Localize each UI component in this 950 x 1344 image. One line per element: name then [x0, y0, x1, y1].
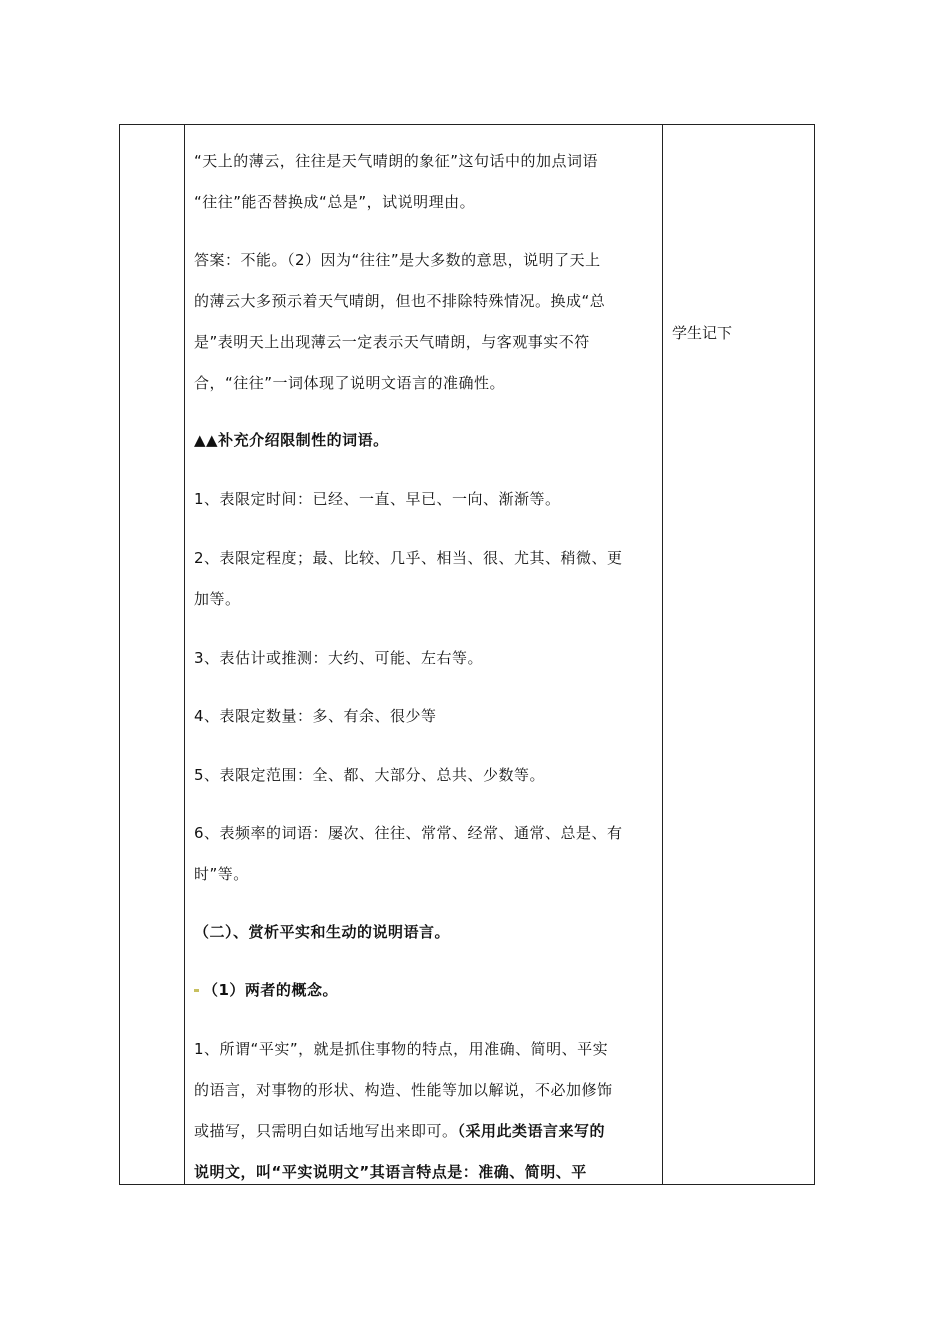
lesson-content-cell — [194, 125, 658, 1184]
content-line-text: 1、表限定时间：已经、一直、早已、一向、渐渐等。 — [194, 490, 561, 508]
side-note: 学生记下 — [672, 324, 733, 342]
content-line — [194, 579, 241, 619]
content-line-text: “往往”能否替换成“总是”，试说明理由。 — [194, 193, 476, 211]
content-line — [194, 281, 605, 321]
content-line-text: 3、表估计或推测：大约、可能、左右等。 — [194, 649, 484, 667]
content-line-text: 合，“往往”一词体现了说明文语言的准确性。 — [194, 374, 506, 392]
content-line-bold-tail: （采用此类语言来写的 — [457, 1122, 606, 1140]
content-line-text: ▲▲补充介绍限制性的词语。 — [194, 431, 389, 449]
content-line — [194, 479, 561, 519]
column-divider-right — [662, 125, 663, 1184]
content-line-text: 是”表明天上出现薄云一定表示天气晴朗，与客观事实不符 — [194, 333, 590, 351]
content-line — [194, 813, 623, 853]
content-line-text: 4、表限定数量：多、有余、很少等 — [194, 707, 437, 725]
content-line-text: 5、表限定范围：全、都、大部分、总共、少数等。 — [194, 766, 546, 784]
lesson-table — [119, 124, 815, 1185]
content-line-text: 的语言，对事物的形状、构造、性能等加以解说，不必加修饰 — [194, 1081, 613, 1099]
content-line — [194, 696, 437, 736]
content-line-text: （二）、赏析平实和生动的说明语言。 — [194, 923, 451, 941]
content-line — [194, 538, 623, 578]
content-line-text: 2、表限定程度；最、比较、几乎、相当、很、尤其、稍微、更 — [194, 549, 623, 567]
content-line-text: 的薄云大多预示着天气晴朗，但也不排除特殊情况。换成“总 — [194, 292, 606, 310]
content-line-text: 或描写，只需明白如话地写出来即可。 — [194, 1122, 458, 1140]
content-line — [194, 182, 475, 222]
content-line — [194, 638, 483, 678]
content-line — [194, 240, 601, 280]
content-line — [194, 912, 450, 952]
content-line — [194, 1111, 605, 1151]
content-line — [194, 854, 249, 894]
content-line-text: （1）两者的概念。 — [203, 981, 338, 999]
content-line — [194, 755, 545, 795]
content-line — [194, 141, 598, 181]
content-line-text: 时”等。 — [194, 865, 249, 883]
highlight-mark-icon — [194, 989, 199, 992]
content-line-text: 加等。 — [194, 590, 241, 608]
content-line-text: 说明文，叫“平实说明文”其语言特点是：准确、简明、平 — [194, 1163, 587, 1181]
content-line — [194, 363, 505, 403]
content-line-text: 1、所谓“平实”，就是抓住事物的特点，用准确、简明、平实 — [194, 1040, 609, 1058]
content-line — [194, 420, 389, 460]
column-divider-left — [184, 125, 185, 1184]
content-line — [194, 1029, 608, 1069]
content-line — [194, 970, 338, 1010]
content-line-text: 答案：不能。（2）因为“往往”是大多数的意思，说明了天上 — [194, 251, 601, 269]
content-line-text: “天上的薄云，往往是天气晴朗的象征”这句话中的加点词语 — [194, 152, 599, 170]
content-line — [194, 322, 590, 362]
content-line — [194, 1152, 587, 1184]
content-line-text: 6、表频率的词语：屡次、往往、常常、经常、通常、总是、有 — [194, 824, 623, 842]
content-line — [194, 1070, 613, 1110]
